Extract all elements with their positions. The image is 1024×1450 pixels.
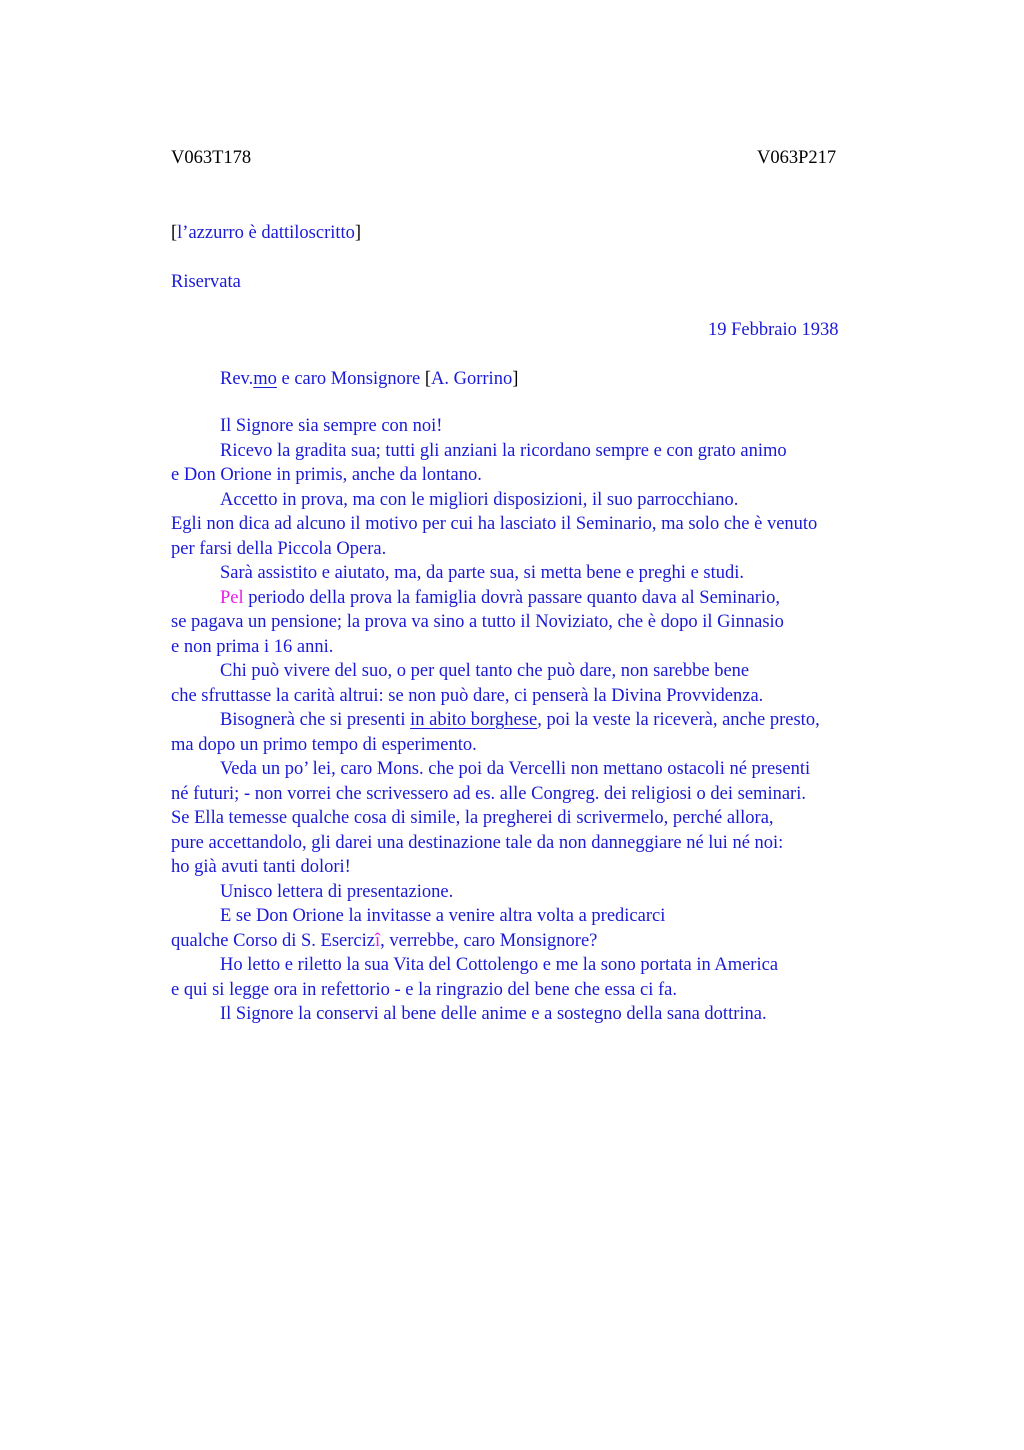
editorial-note bbox=[171, 221, 361, 245]
body-line: Egli non dica ad alcuno il motivo per cui ha lasciato il Seminario, ma solo che è venuto bbox=[171, 514, 818, 534]
body-line: ma dopo un primo tempo di esperimento. bbox=[171, 734, 477, 755]
body-line: Il Signore la conservi al bene delle anime e a sostegno della sana dottrina. bbox=[220, 1004, 767, 1024]
body-line: E se Don Orione la invitasse a venire altra volta a predicarci bbox=[220, 906, 666, 926]
salutation-rev: Rev. bbox=[220, 369, 254, 389]
salutation-open-bracket: [ bbox=[424, 369, 432, 389]
letter-body bbox=[171, 414, 911, 1027]
body-line: Accetto in prova, ma con le migliori disposizioni, il suo parrocchiano. bbox=[220, 489, 739, 510]
document-code-left: V063T178 bbox=[171, 148, 252, 168]
body-line-text: periodo della prova la famiglia dovrà passare quanto dava al Seminario, bbox=[243, 587, 780, 608]
document-code-right: V063P217 bbox=[757, 148, 837, 168]
body-line: Unisco lettera di presentazione. bbox=[220, 881, 454, 902]
handwritten-pel: Pel bbox=[220, 587, 244, 608]
body-line: Se Ella temesse qualche cosa di simile, la pregherei di scrivermelo, perché allora, bbox=[171, 808, 774, 828]
body-line: e qui si legge ora in refettorio - e la ringrazio del bene che essa ci fa. bbox=[171, 979, 677, 1000]
body-line: che sfruttasse la carità altrui: se non può dare, ci penserà la Divina Provvidenza. bbox=[171, 685, 764, 706]
body-line: Veda un po’ lei, caro Mons. che poi da Vercelli non mettano ostacoli né presenti bbox=[220, 759, 811, 779]
body-line: Il Signore sia sempre con noi! bbox=[220, 416, 443, 436]
body-line bbox=[171, 929, 911, 954]
body-line: pure accettandolo, gli darei una destinazione tale da non danneggiare né lui né noi: bbox=[171, 832, 784, 853]
body-line: né futuri; - non vorrei che scrivessero ad es. alle Congreg. dei religiosi o dei seminari. bbox=[171, 783, 806, 804]
body-line-text: , poi la veste la riceverà, anche presto, bbox=[537, 710, 820, 730]
body-line bbox=[171, 708, 911, 733]
body-line: Chi può vivere del suo, o per quel tanto che può dare, non sarebbe bene bbox=[220, 661, 750, 681]
salutation bbox=[220, 367, 518, 391]
body-line: ho già avuti tanti dolori! bbox=[171, 857, 351, 877]
note-open-bracket: [ bbox=[171, 223, 178, 243]
letter-date: 19 Febbraio 1938 bbox=[708, 320, 839, 340]
salutation-close-bracket: ] bbox=[512, 369, 519, 389]
salutation-name: A. Gorrino bbox=[431, 369, 513, 389]
body-line: e non prima i 16 anni. bbox=[171, 636, 334, 657]
body-line-text: qualche Corso di S. Eserciz bbox=[171, 930, 375, 951]
note-text: l’azzurro è dattiloscritto bbox=[177, 223, 355, 243]
note-close-bracket: ] bbox=[354, 223, 362, 243]
body-line: Sarà assistito e aiutato, ma, da parte sua, si metta bene e preghi e studi. bbox=[220, 563, 745, 583]
body-line-text: , verrebbe, caro Monsignore? bbox=[380, 930, 598, 951]
reserved-label: Riservata bbox=[171, 272, 241, 292]
body-line bbox=[171, 586, 911, 611]
body-line: e Don Orione in primis, anche da lontano. bbox=[171, 465, 482, 485]
body-line: Ho letto e riletto la sua Vita del Cottolengo e me la sono portata in America bbox=[220, 955, 779, 975]
body-line: Ricevo la gradita sua; tutti gli anziani la ricordano sempre e con grato animo bbox=[220, 440, 787, 461]
handwritten-accent: î bbox=[374, 930, 381, 951]
salutation-mo: mo bbox=[253, 369, 277, 389]
underlined-phrase: in abito borghese bbox=[410, 710, 538, 730]
body-line: per farsi della Piccola Opera. bbox=[171, 538, 387, 559]
body-line-text: Bisognerà che si presenti bbox=[220, 710, 411, 730]
body-line: se pagava un pensione; la prova va sino a tutto il Noviziato, che è dopo il Ginnasio bbox=[171, 612, 784, 632]
salutation-rest: e caro Monsignore bbox=[276, 369, 425, 389]
